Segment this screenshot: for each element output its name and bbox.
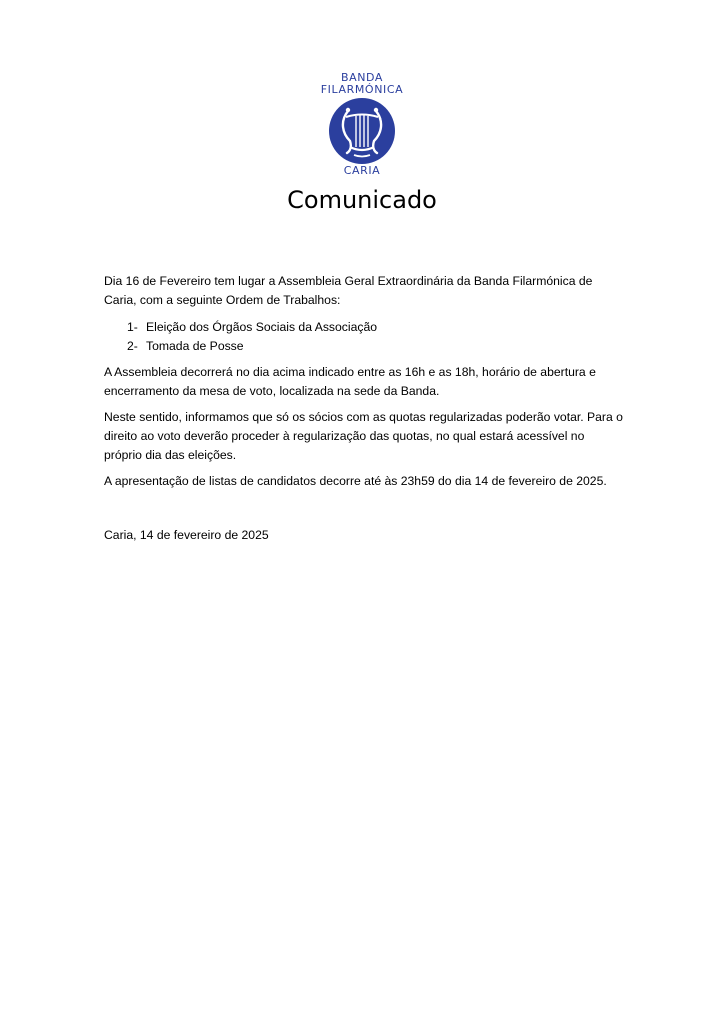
list-item-text: Tomada de Posse [146,339,244,353]
list-item [127,318,377,337]
paragraph-candidate-lists: A apresentação de listas de candidatos decorre até às 23h59 do dia 14 de fevereiro de 2025. [104,474,607,488]
logo-text-banda: BANDA [340,71,384,84]
logo-text-caria: CARIA [343,164,381,177]
logo-text-filarmonica: FILARMÓNICA [320,83,404,96]
paragraph-schedule: A Assembleia decorrerá no dia acima indicado entre as 16h e as 18h, horário de abertura e encerramento da mesa de voto, localizada na sede da Banda. [104,365,596,398]
lyre-emblem-icon [328,97,396,165]
document-title: Comunicado [287,186,437,214]
signature-date: Caria, 14 de fevereiro de 2025 [104,528,269,542]
list-item-text: Eleição dos Órgãos Sociais da Associação [146,320,378,334]
agenda-list [127,318,377,356]
list-item [127,337,377,356]
band-logo [302,70,422,186]
paragraph-voting-rules: Neste sentido, informamos que só os sócios com as quotas regularizadas poderão votar. Para o direito ao voto deverão proceder à regularização das quotas, no qual estará acessível no próprio dia das eleições. [104,410,623,462]
list-item-number: 1- [127,320,138,334]
list-item-number: 2- [127,339,138,353]
paragraph-announcement: Dia 16 de Fevereiro tem lugar a Assembleia Geral Extraordinária da Banda Filarmónica de Caria, com a seguinte Ordem de Trabalhos: [104,274,593,307]
